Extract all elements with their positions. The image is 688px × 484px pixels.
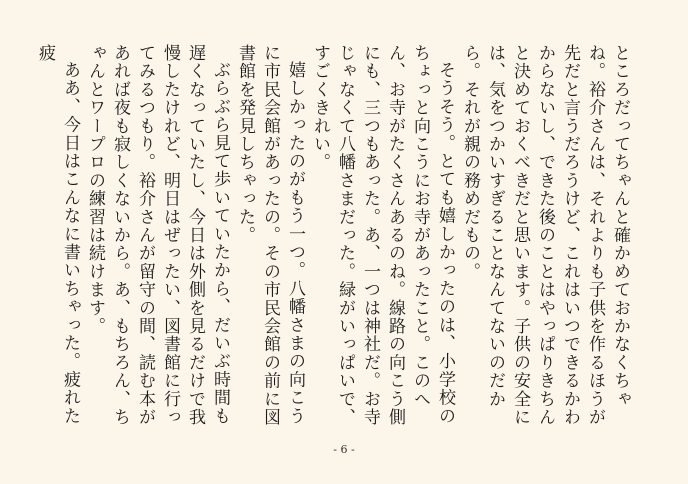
paragraph-2: そうそう。とても嬉しかったのは、小学校のちょっと向こうにお寺があったこと。このへん、お寺がたくさんあるのね。線路の向こう側にも、三つもあった。あ、一つは神社だ。お寺じゃなくて八幡さまだった。緑がいっぱいで、すごくきれい。 (310, 44, 455, 427)
paragraph-3: 嬉しかったのがもう一つ。八幡さまの向こうに市民会館があったの。その市民会館の前に図書館を発見しちゃった。 (235, 44, 305, 427)
paragraph-4: ぶらぶら見て歩いていたから、だいぶ時間も遅くなっていたし、今日は外側を見るだけで我慢したけれど、明日はぜったい、図書館に行ってみるつもり。裕介さんが留守の間、読む本があれば夜も寂しくないから。あ、もちろん、ちゃんとワープロの練習は続けます。 (85, 44, 230, 427)
page-number: - 6 - (333, 443, 355, 456)
vertical-text-body (35, 44, 632, 429)
paragraph-1: ところだってちゃんと確かめておかなくちゃね。裕介さんは、それよりも子供を作るほうが先だと言うだろうけど、これはいつできるかわからないし、できた後のことはやっぱりきちんと決めておくべきだと思います。子供の安全には、気をつかいすぎることなんてないのだから。それが親の務めだもの。 (460, 44, 630, 427)
paragraph-5: ああ、今日はこんなに書いちゃった。疲れた疲 (35, 44, 80, 425)
